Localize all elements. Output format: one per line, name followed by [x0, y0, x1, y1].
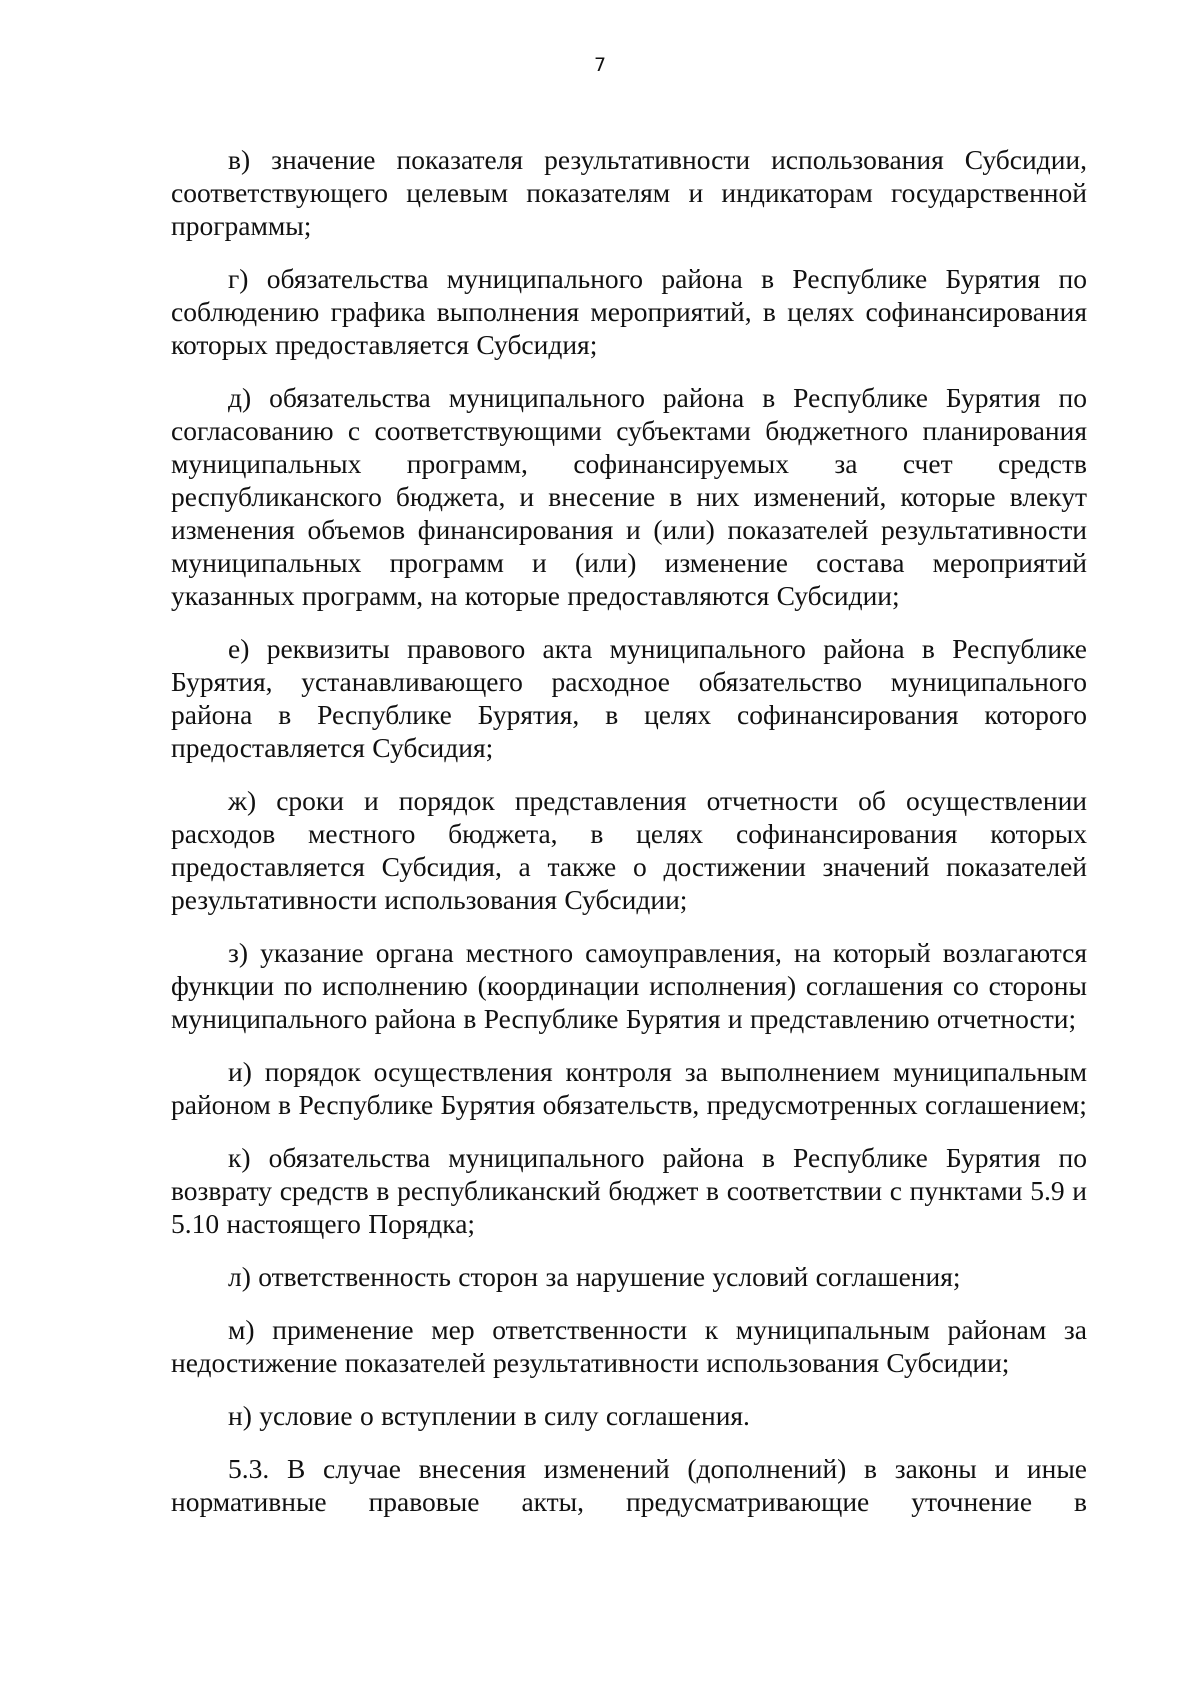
paragraph-k: к) обязательства муниципального района в Республике Бурятия по возврату средств в республиканский бюджет в соответствии с пунктами 5.9 и 5.10 настоящего Порядка;	[171, 1142, 1087, 1239]
document-body	[171, 143, 1087, 1538]
paragraph-m: м) применение мер ответственности к муниципальным районам за недостижение показателей результативности использования Субсидии;	[171, 1314, 1087, 1378]
paragraph-i: и) порядок осуществления контроля за выполнением муниципальным районом в Республике Бурятия обязательств, предусмотренных соглашением;	[171, 1056, 1087, 1120]
paragraph-zh: ж) сроки и порядок представления отчетности об осуществлении расходов местного бюджета, в целях софинансирования которых предоставляется Субсидия, а также о достижении значений показателей результативности использования Субсидии;	[171, 785, 1087, 915]
paragraph-d: д) обязательства муниципального района в Республике Бурятия по согласованию с соответствующими субъектами бюджетного планирования муниципальных программ, софинансируемых за счет средств республиканского бюджета, и внесение в них изменений, которые влекут изменения объемов финансирования и (или) показателей результативности муниципальных программ и (или) изменение состава мероприятий указанных программ, на которые предоставляются Субсидии;	[171, 382, 1087, 611]
paragraph-e: е) реквизиты правового акта муниципального района в Республике Бурятия, устанавливающего расходное обязательство муниципального района в Республике Бурятия, в целях софинансирования которого предоставляется Субсидия;	[171, 633, 1087, 763]
page-number: 7	[593, 54, 607, 76]
paragraph-z: з) указание органа местного самоуправления, на который возлагаются функции по исполнению (координации исполнения) соглашения со стороны муниципального района в Республике Бурятия и представлению отчетности;	[171, 937, 1087, 1034]
paragraph-n: н) условие о вступлении в силу соглашения.	[228, 1400, 750, 1431]
paragraph-l: л) ответственность сторон за нарушение условий соглашения;	[228, 1261, 961, 1292]
paragraph-v: в) значение показателя результативности использования Субсидии, соответствующего целевым показателям и индикаторам государственной программы;	[171, 144, 1087, 241]
paragraph-g: г) обязательства муниципального района в Республике Бурятия по соблюдению графика выполнения мероприятий, в целях софинансирования которых предоставляется Субсидия;	[171, 263, 1087, 360]
paragraph-5-3: 5.3. В случае внесения изменений (дополнений) в законы и иные нормативные правовые акты, предусматривающие уточнение в	[171, 1453, 1087, 1517]
